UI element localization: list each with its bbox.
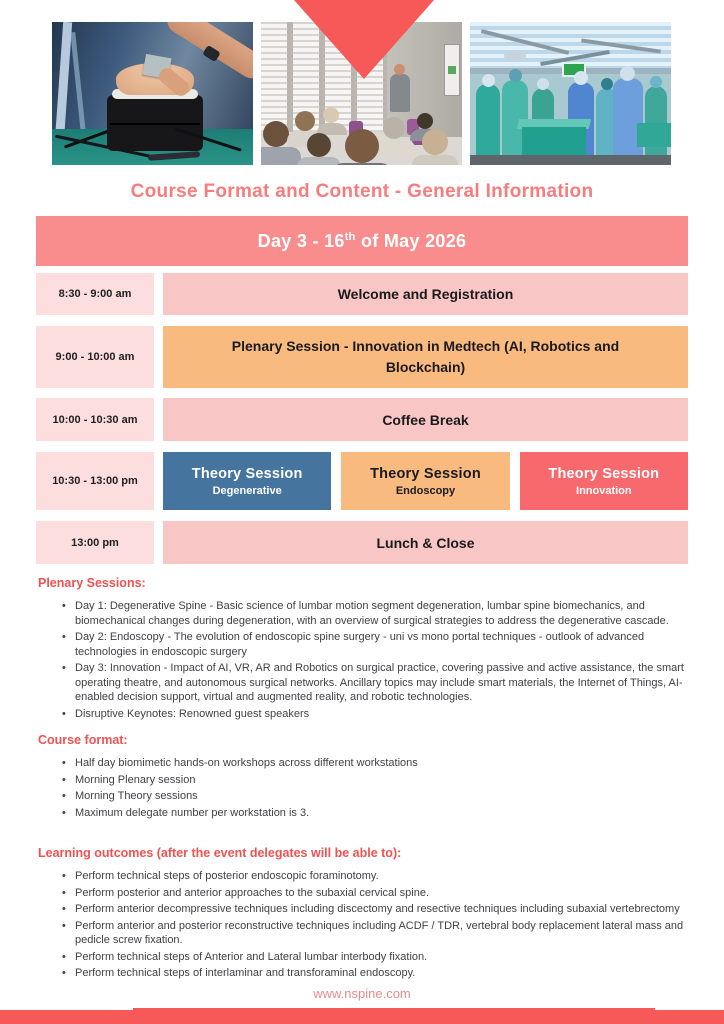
list-item: • Day 3: Innovation - Impact of AI, VR, AR and Robotics on surgical practice, covering passive and active assistance, the smart operating theatre, and autonomous surgical networks. Ancillary topics may include smart materials, the Internet of Things, AI-enabled decision support, virtual and augmented reality, and robotic technologies. xyxy=(62,661,690,705)
time-cell: 13:00 pm xyxy=(36,521,154,564)
theory-box-degenerative xyxy=(163,452,331,510)
theory-subtitle: Innovation xyxy=(576,484,632,497)
schedule-row-theory xyxy=(36,452,688,510)
list-item: • Morning Plenary session xyxy=(62,773,690,788)
section-heading-learning-outcomes: Learning outcomes (after the event delegates will be able to): xyxy=(38,846,402,860)
time-cell: 8:30 - 9:00 am xyxy=(36,273,154,315)
learning-outcomes-list xyxy=(62,869,690,981)
day-banner-superscript: th xyxy=(344,230,356,243)
session-cell-lunch: Lunch & Close xyxy=(163,521,688,564)
list-item: • Day 2: Endoscopy - The evolution of endoscopic spine surgery - uni vs mono portal techniques - outlook of advanced technologies in endoscopic surgery xyxy=(62,630,690,659)
time-cell: 9:00 - 10:00 am xyxy=(36,326,154,388)
schedule-row-lunch xyxy=(36,521,688,564)
list-item: • Perform anterior and posterior reconstructive techniques including ACDF / TDR, vertebral body replacement lateral mass and pedicle screw fixation. xyxy=(62,919,690,948)
list-item: • Perform anterior decompressive techniques including discectomy and resective techniques including subaxial vertebrectomy xyxy=(62,902,690,917)
website-link[interactable]: www.nspine.com xyxy=(313,986,411,1001)
plenary-sessions-list xyxy=(62,599,690,721)
list-item: • Perform technical steps of posterior endoscopic foraminotomy. xyxy=(62,869,690,884)
decorative-triangle xyxy=(294,0,434,79)
theory-box-innovation xyxy=(520,452,688,510)
operating-theatre-workshop-photo xyxy=(470,22,671,165)
schedule-row-welcome xyxy=(36,273,688,315)
course-format-list xyxy=(62,756,690,820)
list-item: • Perform technical steps of Anterior and Lateral lumbar interbody fixation. xyxy=(62,950,690,965)
bottom-bar xyxy=(0,1010,724,1024)
hands-on-simulator-training-photo xyxy=(52,22,253,165)
theory-subtitle: Endoscopy xyxy=(395,484,456,497)
theory-title: Theory Session xyxy=(191,465,303,482)
section-heading-plenary-sessions: Plenary Sessions: xyxy=(38,576,146,590)
list-item: • Morning Theory sessions xyxy=(62,789,690,804)
theory-box-endoscopy xyxy=(341,452,509,510)
schedule-row-plenary xyxy=(36,326,688,388)
theory-title: Theory Session xyxy=(548,465,660,482)
list-item: • Maximum delegate number per workstation is 3. xyxy=(62,806,690,821)
schedule-row-coffee xyxy=(36,398,688,441)
day-banner xyxy=(36,216,688,266)
day-banner-prefix: Day 3 - 16 xyxy=(257,230,345,251)
day-banner-suffix: of May 2026 xyxy=(355,230,467,251)
list-item: • Day 1: Degenerative Spine - Basic science of lumbar motion segment degeneration, lumbar spine biomechanics, and biomechanical changes during degeneration, with an overview of surgical strategies to address the degenerative cascade. xyxy=(62,599,690,628)
theory-sessions xyxy=(163,452,688,510)
time-cell: 10:00 - 10:30 am xyxy=(36,398,154,441)
session-cell-welcome: Welcome and Registration xyxy=(163,273,688,315)
list-item: • Half day biomimetic hands-on workshops across different workstations xyxy=(62,756,690,771)
list-item: • Perform posterior and anterior approaches to the subaxial cervical spine. xyxy=(62,886,690,901)
info-sections xyxy=(38,576,690,983)
theory-title: Theory Session xyxy=(370,465,481,482)
time-cell: 10:30 - 13:00 pm xyxy=(36,452,154,510)
list-item: • Disruptive Keynotes: Renowned guest speakers xyxy=(62,707,690,722)
section-heading-course-format: Course format: xyxy=(38,733,128,747)
page-title: Course Format and Content - General Information xyxy=(130,181,594,202)
session-cell-plenary: Plenary Session - Innovation in Medtech (AI, Robotics and Blockchain) xyxy=(163,326,688,388)
session-cell-coffee: Coffee Break xyxy=(163,398,688,441)
list-item: • Perform technical steps of interlaminar and transforaminal endoscopy. xyxy=(62,966,690,981)
theory-subtitle: Degenerative xyxy=(212,484,282,497)
